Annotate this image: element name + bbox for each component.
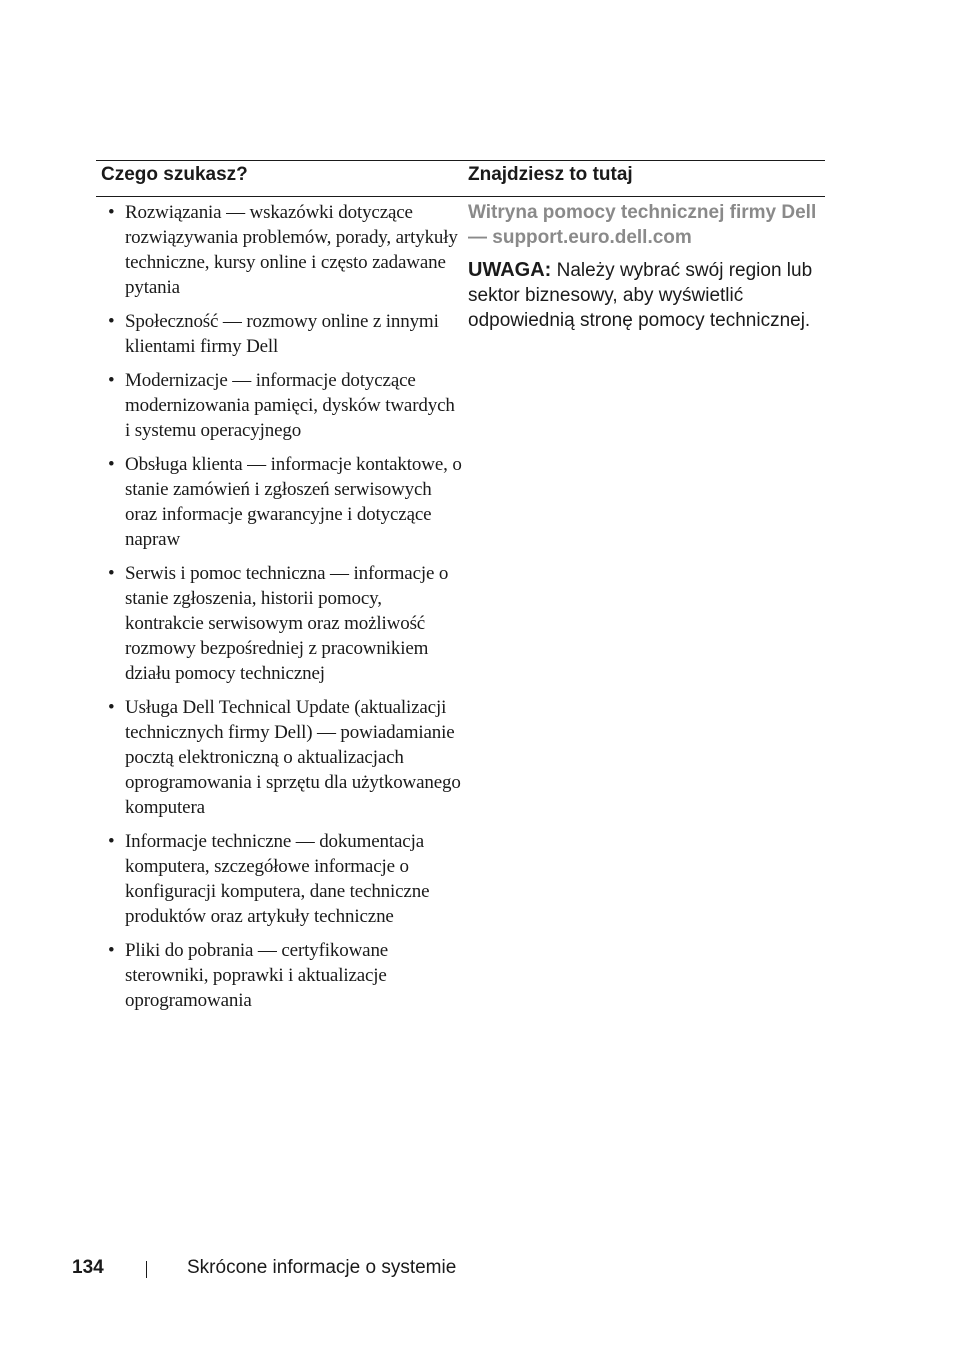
list-item-text: Informacje techniczne — dokumentacja komputera, szczegółowe informacje o konfiguracji komputera, dane techniczne produktów oraz artykuły techniczne xyxy=(125,831,430,927)
bullet-icon: • xyxy=(108,311,115,332)
column-header-what: Czego szukasz? xyxy=(101,164,248,185)
list-item-text: Rozwiązania — wskazówki dotyczące rozwiązywania problemów, porady, artykuły techniczne, kursy online i często zadawane pytania xyxy=(125,202,458,298)
note xyxy=(468,258,828,333)
support-site-link[interactable]: Witryna pomocy technicznej firmy Dell — support.euro.dell.com xyxy=(468,202,817,248)
page-number: 134 xyxy=(72,1257,104,1278)
list-item-text: Usługa Dell Technical Update (aktualizacji technicznych firmy Dell) — powiadamianie pocztą elektroniczną o aktualizacjach oprogramowania i sprzętu dla użytkowanego komputera xyxy=(125,697,461,818)
bullet-icon: • xyxy=(108,202,115,223)
column-header-where: Znajdziesz to tutaj xyxy=(468,164,633,185)
bullet-icon: • xyxy=(108,370,115,391)
list-item-text: Obsługa klienta — informacje kontaktowe, o stanie zamówień i zgłoszeń serwisowych oraz informacje gwarancyjne i dotyczące napraw xyxy=(125,454,462,550)
list-item-text: Pliki do pobrania — certyfikowane sterowniki, poprawki i aktualizacje oprogramowania xyxy=(125,940,389,1011)
bullet-icon: • xyxy=(108,940,115,961)
list-item-text: Modernizacje — informacje dotyczące modernizowania pamięci, dysków twardych i systemu operacyjnego xyxy=(125,370,455,441)
list-item xyxy=(108,368,463,443)
table-header-rule xyxy=(96,196,825,197)
section-title: Skrócone informacje o systemie xyxy=(187,1257,457,1278)
bullet-icon: • xyxy=(108,697,115,718)
support-column xyxy=(468,200,828,333)
bullet-icon: • xyxy=(108,454,115,475)
list-item xyxy=(108,938,463,1013)
list-item xyxy=(108,561,463,686)
note-label: UWAGA: xyxy=(468,259,552,281)
list-item-text: Serwis i pomoc techniczna — informacje o stanie zgłoszenia, historii pomocy, kontrakcie serwisowym oraz możliwość rozmowy bezpośredniej z pracownikiem działu pomocy technicznej xyxy=(125,563,449,684)
note-text: Należy wybrać swój region lub sektor biznesowy, aby wyświetlić odpowiednią stronę pomocy technicznej. xyxy=(468,260,813,331)
list-item xyxy=(108,309,463,359)
resource-list xyxy=(108,200,463,1022)
list-item xyxy=(108,829,463,929)
list-item-text: Społeczność — rozmowy online z innymi klientami firmy Dell xyxy=(125,311,439,357)
list-item xyxy=(108,200,463,300)
list-item xyxy=(108,695,463,820)
table-top-rule xyxy=(96,160,825,161)
footer-separator xyxy=(146,1261,147,1278)
bullet-icon: • xyxy=(108,831,115,852)
bullet-icon: • xyxy=(108,563,115,584)
list-item xyxy=(108,452,463,552)
